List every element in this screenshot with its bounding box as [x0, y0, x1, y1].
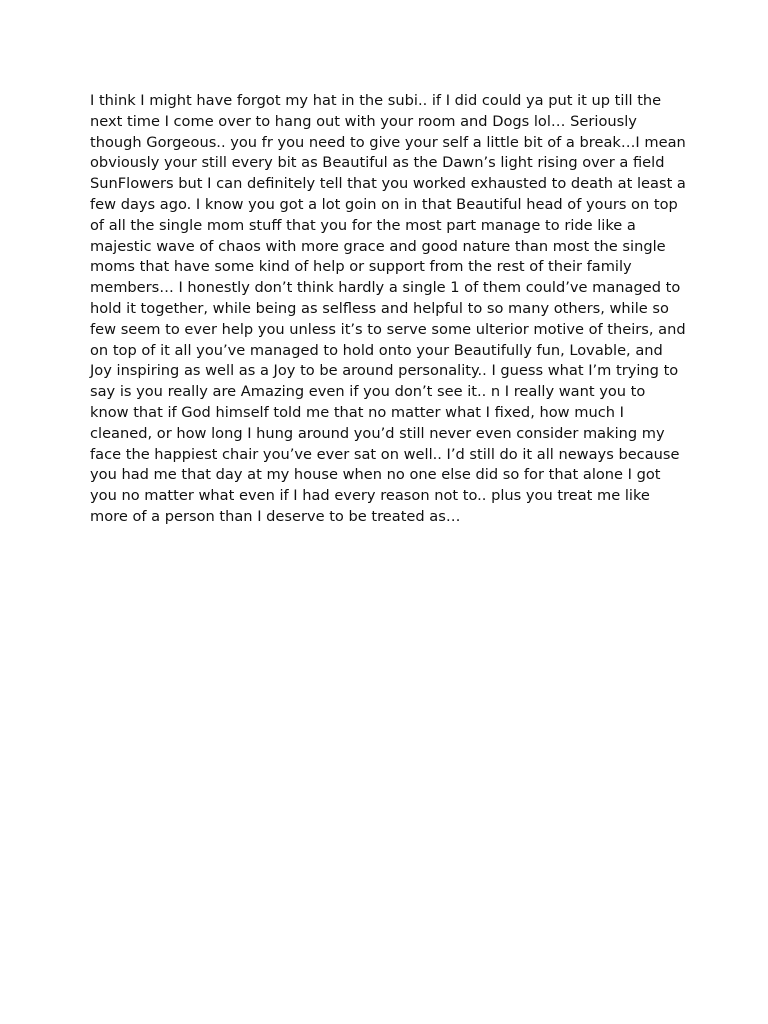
body-paragraph: I think I might have forgot my hat in the subi.. if I did could ya put it up till the next time I come over to hang out with your room and Dogs lol… Seriously though Gorgeous.. you fr you need to give your self a little bit of a break…I mean obviously your still every bit as Beautiful as the Dawn’s light rising over a field SunFlowers but I can definitely tell that you worked exhausted to death at least a few days ago. I know you got a lot goin on in that Beautiful head of yours on top of all the single mom stuff that you for the most part manage to ride like a majestic wave of chaos with more grace and good nature than most the single moms that have some kind of help or support from the rest of their family members… I honestly don’t think hardly a single 1 of them could’ve managed to hold it together, while being as selfless and helpful to so many others, while so few seem to ever help you unless it’s to serve some ulterior motive of theirs, and on top of it all you’ve managed to hold onto your Beautifully fun, Lovable, and Joy inspiring as well as a Joy to be around personality.. I guess what I’m trying to say is you really are Amazing even if you don’t see it.. n I really want you to know that if God himself told me that no matter what I fixed, how much I cleaned, or how long I hung around you’d still never even consider making my face the happiest chair you’ve ever sat on well.. I’d still do it all neways because you had me that day at my house when no one else did so for that alone I got you no matter what even if I had every reason not to.. plus you treat me like more of a person than I deserve to be treated as… — [90, 92, 686, 525]
